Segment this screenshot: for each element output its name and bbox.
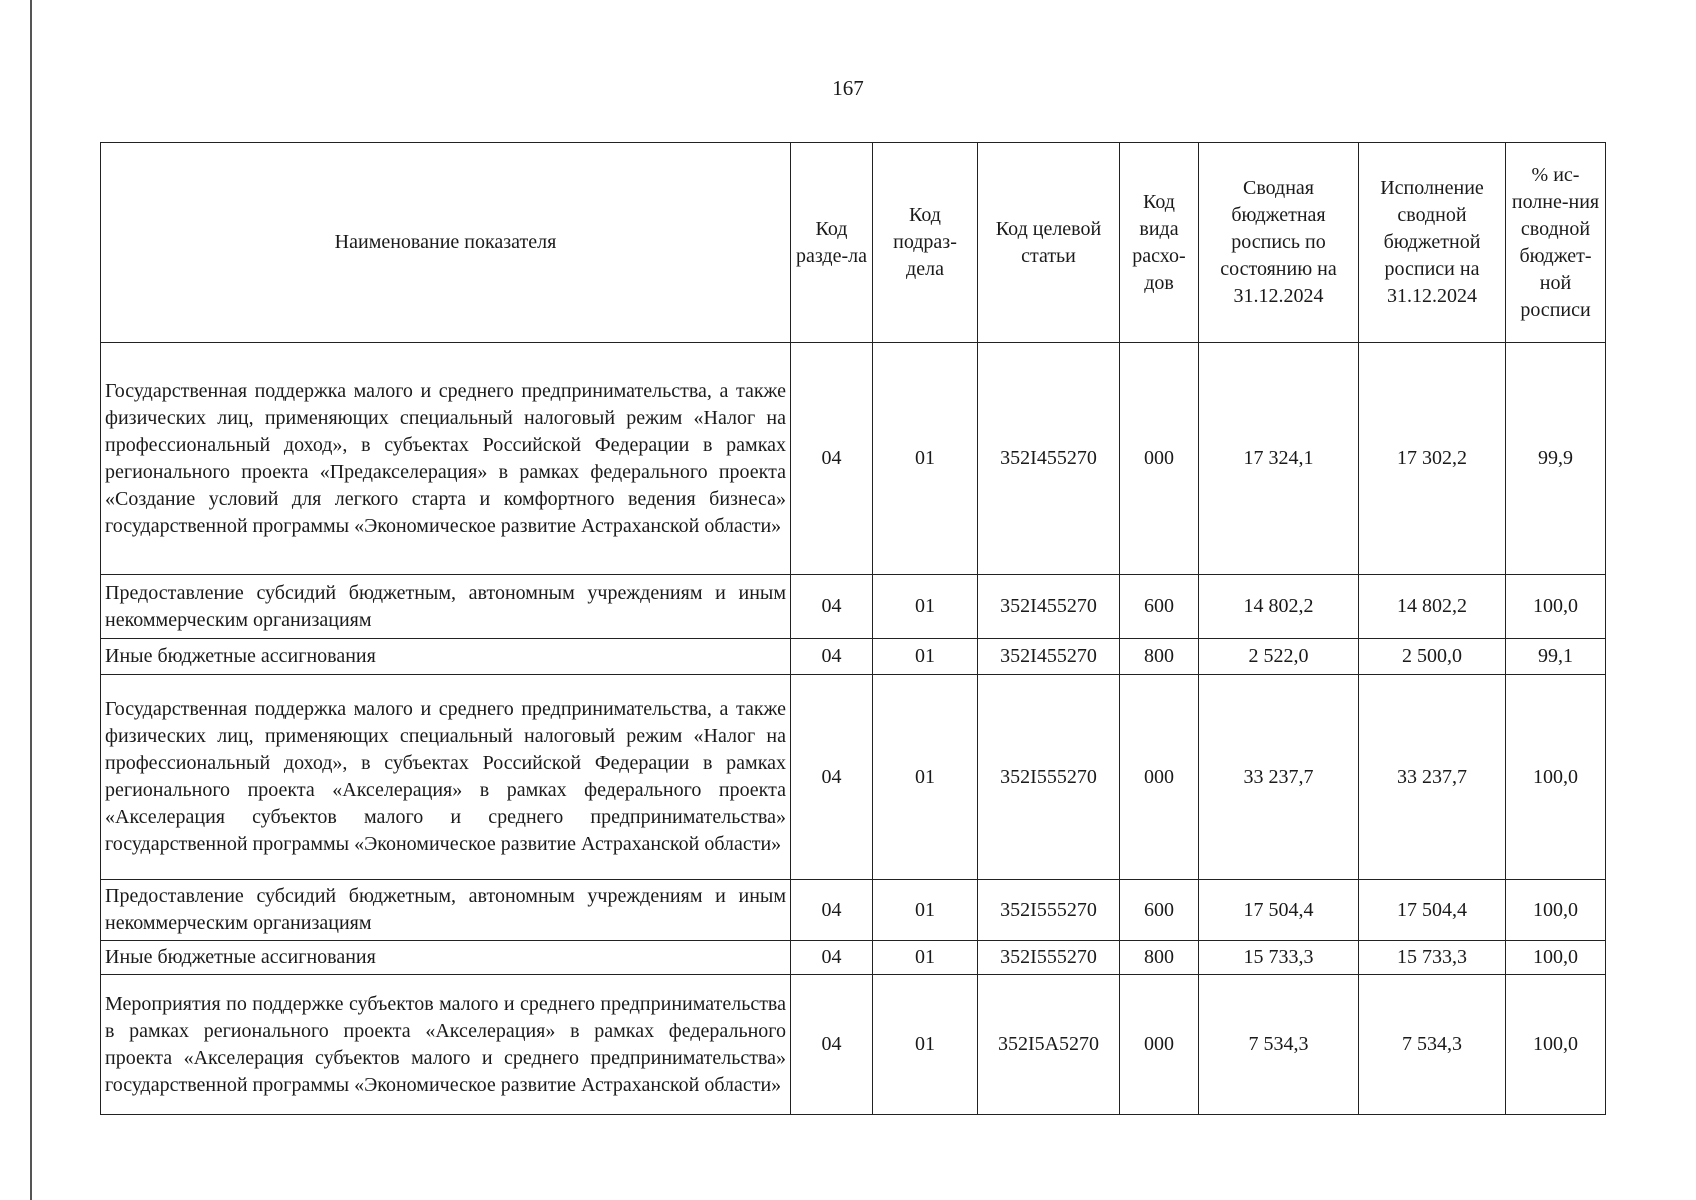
column-header-indicator-name: Наименование показателя [101, 143, 791, 343]
column-header-execution-percent: % ис-полне-ния сводной бюджет-ной росписи [1506, 143, 1606, 343]
budget-plan: 7 534,3 [1199, 975, 1359, 1115]
subsection-code: 01 [873, 675, 978, 880]
column-header-expense-type-code: Код вида расхо-дов [1120, 143, 1199, 343]
expense-type-code: 800 [1120, 941, 1199, 975]
column-header-budget-execution: Исполнение сводной бюджетной росписи на 31.12.2024 [1359, 143, 1506, 343]
indicator-name: Государственная поддержка малого и среднего предпринимательства, а также физических лиц, применяющих специальный налоговый режим «Налог на профессиональный доход», в субъектах Российской Федерации в рамках регионального проекта «Акселерация» в рамках федерального проекта «Акселерация субъектов малого и среднего предпринимательства» государственной программы «Экономическое развитие Астраханской области» [101, 675, 791, 880]
budget-execution: 2 500,0 [1359, 639, 1506, 675]
section-code: 04 [791, 941, 873, 975]
budget-plan: 17 504,4 [1199, 880, 1359, 941]
execution-percent: 100,0 [1506, 675, 1606, 880]
column-header-target-code: Код целевой статьи [978, 143, 1120, 343]
budget-plan: 15 733,3 [1199, 941, 1359, 975]
target-code: 352I555270 [978, 941, 1120, 975]
table-row [101, 639, 1606, 675]
page-number: 167 [832, 76, 864, 100]
execution-percent: 100,0 [1506, 575, 1606, 639]
expense-type-code: 000 [1120, 975, 1199, 1115]
indicator-name: Иные бюджетные ассигнования [101, 941, 791, 975]
budget-execution: 17 504,4 [1359, 880, 1506, 941]
budget-execution: 7 534,3 [1359, 975, 1506, 1115]
expense-type-code: 600 [1120, 880, 1199, 941]
subsection-code: 01 [873, 880, 978, 941]
table-row [101, 343, 1606, 575]
target-code: 352I555270 [978, 675, 1120, 880]
target-code: 352I455270 [978, 575, 1120, 639]
execution-percent: 100,0 [1506, 975, 1606, 1115]
budget-plan: 14 802,2 [1199, 575, 1359, 639]
column-header-budget-plan: Сводная бюджетная роспись по состоянию на 31.12.2024 [1199, 143, 1359, 343]
subsection-code: 01 [873, 575, 978, 639]
budget-plan: 33 237,7 [1199, 675, 1359, 880]
execution-percent: 100,0 [1506, 941, 1606, 975]
table-row [101, 975, 1606, 1115]
subsection-code: 01 [873, 343, 978, 575]
table-header-row [101, 143, 1606, 343]
table-row [101, 675, 1606, 880]
indicator-name: Иные бюджетные ассигнования [101, 639, 791, 675]
budget-execution: 33 237,7 [1359, 675, 1506, 880]
expense-type-code: 800 [1120, 639, 1199, 675]
indicator-name: Мероприятия по поддержке субъектов малого и среднего предпринимательства в рамках регионального проекта «Акселерация» в рамках федерального проекта «Акселерация субъектов малого и среднего предпринимательства» государственной программы «Экономическое развитие Астраханской области» [101, 975, 791, 1115]
indicator-name: Государственная поддержка малого и среднего предпринимательства, а также физических лиц, применяющих специальный налоговый режим «Налог на профессиональный доход», в субъектах Российской Федерации в рамках регионального проекта «Предакселерация» в рамках федерального проекта «Создание условий для легкого старта и комфортного ведения бизнеса» государственной программы «Экономическое развитие Астраханской области» [101, 343, 791, 575]
budget-plan: 17 324,1 [1199, 343, 1359, 575]
table-row [101, 880, 1606, 941]
budget-execution: 15 733,3 [1359, 941, 1506, 975]
section-code: 04 [791, 639, 873, 675]
table-row [101, 575, 1606, 639]
section-code: 04 [791, 343, 873, 575]
expense-type-code: 000 [1120, 343, 1199, 575]
budget-table [100, 142, 1606, 1115]
execution-percent: 99,9 [1506, 343, 1606, 575]
section-code: 04 [791, 575, 873, 639]
target-code: 352I455270 [978, 639, 1120, 675]
target-code: 352I555270 [978, 880, 1120, 941]
subsection-code: 01 [873, 975, 978, 1115]
column-header-section-code: Код разде-ла [791, 143, 873, 343]
table-row [101, 941, 1606, 975]
budget-execution: 17 302,2 [1359, 343, 1506, 575]
expense-type-code: 600 [1120, 575, 1199, 639]
page-left-border [30, 0, 32, 1200]
subsection-code: 01 [873, 639, 978, 675]
execution-percent: 99,1 [1506, 639, 1606, 675]
section-code: 04 [791, 975, 873, 1115]
section-code: 04 [791, 880, 873, 941]
execution-percent: 100,0 [1506, 880, 1606, 941]
subsection-code: 01 [873, 941, 978, 975]
budget-plan: 2 522,0 [1199, 639, 1359, 675]
column-header-subsection-code: Код подраз-дела [873, 143, 978, 343]
target-code: 352I5A5270 [978, 975, 1120, 1115]
target-code: 352I455270 [978, 343, 1120, 575]
section-code: 04 [791, 675, 873, 880]
budget-execution: 14 802,2 [1359, 575, 1506, 639]
expense-type-code: 000 [1120, 675, 1199, 880]
indicator-name: Предоставление субсидий бюджетным, автономным учреждениям и иным некоммерческим организациям [101, 575, 791, 639]
indicator-name: Предоставление субсидий бюджетным, автономным учреждениям и иным некоммерческим организациям [101, 880, 791, 941]
